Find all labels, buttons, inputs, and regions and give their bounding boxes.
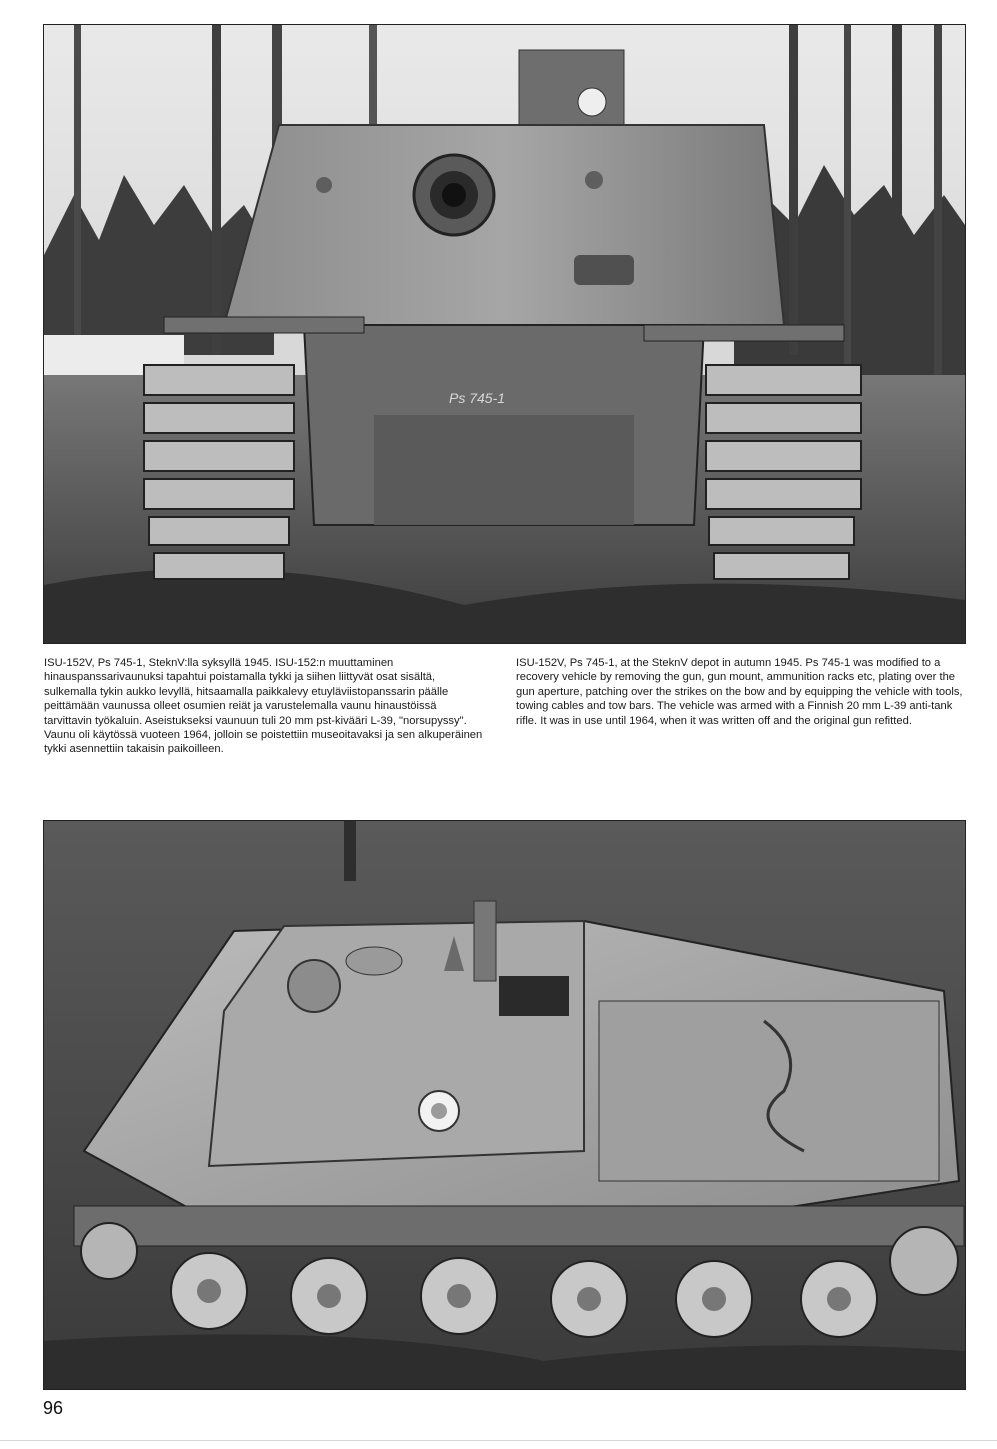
caption-english: ISU-152V, Ps 745-1, at the SteknV depot in autumn 1945. Ps 745-1 was modified to a recovery vehicle by removing the gun, gun mount, ammunition racks etc, plating over the gun aperture, patching over the strikes on the bow and by equipping the vehicle with tools, towing cables and tow bars. The vehicle was armed with a Finnish 20 mm L-39 anti-tank rifle. It was in use until 1964, when it was written off and the original gun refitted. bbox=[516, 657, 963, 727]
hull-marking-text: Ps 745-1 bbox=[449, 390, 506, 406]
page-number: 96 bbox=[43, 1398, 64, 1418]
caption-finnish: ISU-152V, Ps 745-1, SteknV:lla syksyllä 1945. ISU-152:n muuttaminen hinauspanssarivaunuksi tapahtui poistamalla tykki ja siihen liittyvät osat sisältä, sulkemalla tykin aukko levyllä, hitsaamalla paikkalevy etuyläviistopanssarin päälle peittämään vaunussa olleet osumien reiät ja varustelemalla vaunu hinaustöissä tarvittavin työkaluin. Aseistukseksi vaunuun tuli 20 mm pst-kivääri L-39, "norsupyssy". Vaunu oli käytössä vuoteen 1964, jolloin se poistettiin museoitavaksi ja sen alkuperäinen tykki asennettiin takaisin paikoilleen. bbox=[44, 657, 483, 756]
photo-tank-top-view bbox=[43, 820, 966, 1390]
tank-front-illustration bbox=[44, 25, 965, 643]
tank-top-illustration bbox=[44, 821, 965, 1389]
page-bottom-rule bbox=[0, 1440, 997, 1441]
photo-tank-front-view bbox=[43, 24, 966, 644]
